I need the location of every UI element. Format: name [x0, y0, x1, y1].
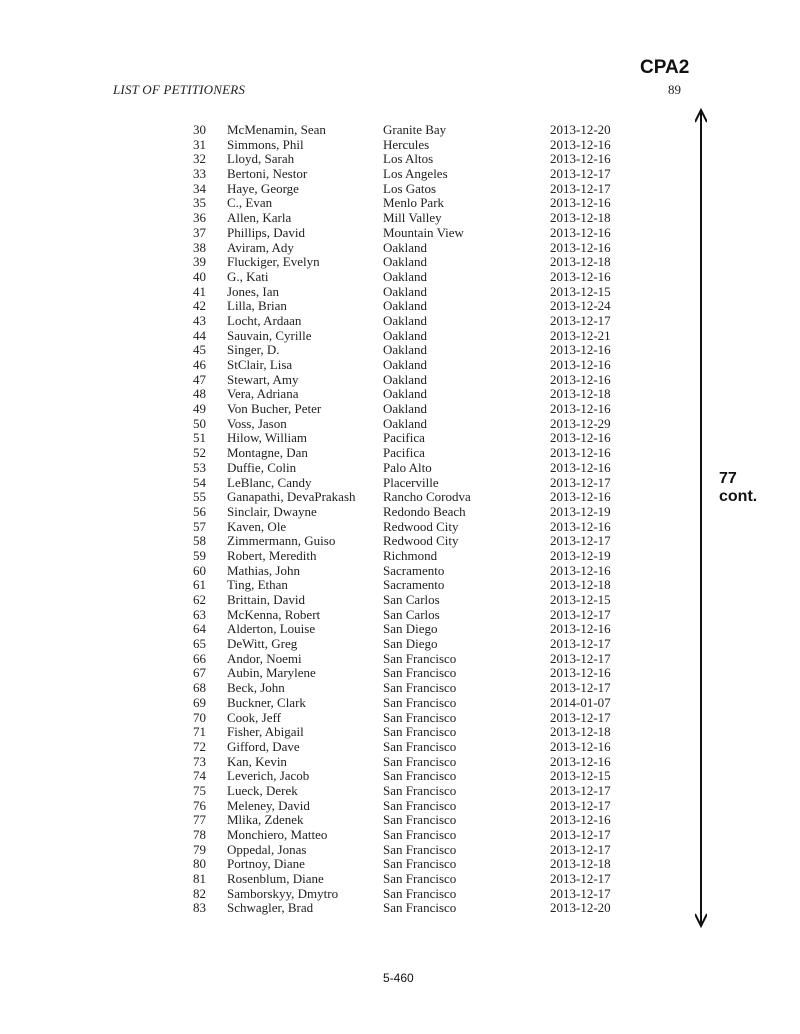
comment-number: 77: [719, 470, 737, 487]
petition-date: 2013-12-21: [550, 327, 611, 343]
petitioner-city: Pacifica: [383, 445, 425, 461]
petitioner-city: Oakland: [383, 268, 428, 284]
petitioner-city: San Francisco: [383, 768, 457, 784]
row-number: 45: [193, 342, 206, 358]
petitioner-city: Sacramento: [383, 562, 445, 578]
petitioner-city: San Francisco: [383, 871, 457, 887]
row-number: 53: [193, 459, 206, 475]
row-number: 63: [193, 606, 206, 622]
row-number: 62: [193, 592, 206, 607]
petition-date: 2013-12-19: [550, 503, 611, 519]
petitioner-name: Von Bucher, Peter: [227, 401, 322, 417]
row-number: 38: [193, 239, 206, 255]
row-number: 43: [193, 312, 206, 328]
petition-date: 2013-12-18: [550, 724, 611, 740]
petition-date: 2013-12-16: [550, 459, 611, 475]
row-number: 40: [193, 268, 206, 284]
row-number: 51: [193, 430, 206, 446]
petitioner-city: San Francisco: [383, 812, 457, 828]
row-number: 74: [193, 768, 206, 784]
petition-date: 2013-12-17: [550, 827, 611, 842]
petitioner-city: Rancho Corodva: [383, 489, 471, 505]
petition-date: 2013-12-16: [550, 268, 611, 284]
petitioner-city: Oakland: [383, 254, 428, 270]
petition-date: 2013-12-16: [550, 224, 611, 240]
petitioner-name: Robert, Meredith: [227, 547, 317, 563]
petitioner-name: Fluckiger, Evelyn: [227, 254, 320, 270]
petitioner-name: Andor, Noemi: [227, 650, 302, 666]
row-number: 58: [193, 533, 206, 549]
petition-date: 2013-12-17: [550, 650, 611, 666]
petition-date: 2013-12-16: [550, 753, 611, 769]
petitioner-name: Sauvain, Cyrille: [227, 327, 312, 343]
petitioner-city: Palo Alto: [383, 459, 432, 475]
row-number: 55: [193, 489, 206, 505]
petitioner-city: San Francisco: [383, 665, 457, 681]
row-number: 41: [193, 283, 206, 299]
petition-date: 2013-12-18: [550, 210, 611, 226]
petition-date: 2013-12-15: [550, 283, 611, 299]
petition-date: 2014-01-07: [550, 694, 611, 710]
row-number: 81: [193, 871, 206, 887]
petitioner-city: Oakland: [383, 371, 428, 387]
petitioner-name: McKenna, Robert: [227, 606, 321, 622]
petition-date: 2013-12-16: [550, 136, 611, 152]
row-number: 68: [193, 680, 206, 696]
running-head: LIST OF PETITIONERS: [113, 82, 246, 97]
petitioner-name: Schwagler, Brad: [227, 900, 314, 916]
page-number: 89: [668, 82, 681, 97]
petition-date: 2013-12-15: [550, 592, 611, 607]
petitioner-city: Oakland: [383, 327, 428, 343]
petition-date: 2013-12-16: [550, 738, 611, 754]
petition-date: 2013-12-16: [550, 195, 611, 211]
petitioner-city: Menlo Park: [383, 195, 445, 211]
bracket-arrow-icon: [695, 108, 707, 928]
row-number: 61: [193, 577, 206, 593]
petitioner-city: Los Angeles: [383, 166, 448, 182]
petitioner-city: Oakland: [383, 239, 428, 255]
petitioner-name: Brittain, David: [227, 592, 305, 607]
row-number: 42: [193, 298, 206, 314]
row-number: 47: [193, 371, 206, 387]
row-number: 67: [193, 665, 206, 681]
petitioner-name: Montagne, Dan: [227, 445, 308, 461]
petitioner-name: Rosenblum, Diane: [227, 871, 324, 887]
petitioner-city: Mountain View: [383, 224, 464, 240]
petitioner-name: Zimmermann, Guiso: [227, 533, 336, 549]
row-number: 46: [193, 357, 206, 372]
petition-date: 2013-12-18: [550, 577, 611, 593]
row-number: 31: [193, 136, 206, 152]
petitioner-name: Jones, Ian: [227, 283, 279, 299]
row-number: 73: [193, 753, 206, 769]
petition-date: 2013-12-16: [550, 430, 611, 446]
petitioner-name: Lilla, Brian: [227, 298, 287, 314]
comment-cont-label: cont.: [719, 488, 758, 505]
petitioner-name: Buckner, Clark: [227, 694, 306, 710]
petitioner-name: Kan, Kevin: [227, 753, 287, 769]
petition-date: 2013-12-17: [550, 871, 611, 887]
petition-date: 2013-12-17: [550, 709, 611, 725]
row-number: 56: [193, 503, 206, 519]
petitioner-city: San Francisco: [383, 650, 457, 666]
petitioner-name: Fisher, Abigail: [227, 724, 304, 740]
petitioner-city: San Francisco: [383, 680, 457, 696]
row-number: 50: [193, 415, 206, 431]
petitioner-city: San Francisco: [383, 885, 457, 901]
petition-date: 2013-12-17: [550, 782, 611, 798]
petitioner-name: Mlika, Zdenek: [227, 812, 304, 828]
row-number: 65: [193, 636, 206, 652]
petitioner-city: San Francisco: [383, 841, 457, 857]
petitioner-city: Pacifica: [383, 430, 425, 446]
petition-date: 2013-12-18: [550, 856, 611, 872]
petition-date: 2013-12-17: [550, 312, 611, 328]
row-number: 35: [193, 195, 206, 211]
petition-date: 2013-12-16: [550, 518, 611, 534]
petitioner-name: Ganapathi, DevaPrakash: [227, 489, 356, 505]
row-number: 71: [193, 724, 206, 740]
petition-date: 2013-12-20: [550, 900, 611, 916]
petition-date: 2013-12-17: [550, 797, 611, 813]
row-number: 54: [193, 474, 206, 490]
petitioner-city: Granite Bay: [383, 122, 447, 137]
petitioner-city: San Francisco: [383, 782, 457, 798]
petition-date: 2013-12-16: [550, 401, 611, 417]
petition-date: 2013-12-16: [550, 357, 611, 372]
footer-page-number: 5-460: [383, 971, 414, 985]
petitioner-name: Duffie, Colin: [227, 459, 297, 475]
petition-date: 2013-12-15: [550, 768, 611, 784]
petitioner-name: Mathias, John: [227, 562, 300, 578]
petitioner-name: DeWitt, Greg: [227, 636, 298, 652]
petition-date: 2013-12-17: [550, 636, 611, 652]
petitioner-city: Oakland: [383, 357, 428, 372]
petitioner-city: San Francisco: [383, 694, 457, 710]
petitioner-city: Oakland: [383, 342, 428, 358]
petition-date: 2013-12-24: [550, 298, 611, 314]
petitioner-name: StClair, Lisa: [227, 357, 293, 372]
petitioner-name: Lloyd, Sarah: [227, 151, 295, 167]
petitioner-city: Oakland: [383, 312, 428, 328]
row-number: 60: [193, 562, 206, 578]
petitioner-name: Leverich, Jacob: [227, 768, 310, 784]
petitioner-name: Aviram, Ady: [227, 239, 294, 255]
petitioner-city: San Diego: [383, 621, 438, 637]
petition-date: 2013-12-16: [550, 371, 611, 387]
row-number: 49: [193, 401, 206, 417]
petitioner-name: Bertoni, Nestor: [227, 166, 308, 182]
petitioner-city: San Francisco: [383, 900, 457, 916]
petition-date: 2013-12-18: [550, 386, 611, 402]
petition-date: 2013-12-16: [550, 665, 611, 681]
row-number: 80: [193, 856, 206, 872]
petitioner-name: C., Evan: [227, 195, 273, 211]
petitioner-name: Allen, Karla: [227, 210, 292, 226]
row-number: 57: [193, 518, 206, 534]
petitioner-name: Ting, Ethan: [227, 577, 288, 593]
petitioner-name: Stewart, Amy: [227, 371, 299, 387]
row-number: 59: [193, 547, 206, 563]
petition-date: 2013-12-16: [550, 812, 611, 828]
petitioner-city: Placerville: [383, 474, 439, 490]
petition-date: 2013-12-17: [550, 180, 611, 196]
petitioner-name: Hilow, William: [227, 430, 307, 446]
petitioner-city: Oakland: [383, 298, 428, 314]
petitioner-name: LeBlanc, Candy: [227, 474, 312, 490]
document-stamp: CPA2: [640, 57, 690, 78]
row-number: 34: [193, 180, 206, 196]
petition-date: 2013-12-29: [550, 415, 611, 431]
petitioner-name: Alderton, Louise: [227, 621, 316, 637]
petitioner-name: Meleney, David: [227, 797, 310, 813]
petition-date: 2013-12-20: [550, 122, 611, 137]
row-number: 36: [193, 210, 206, 226]
petitioner-city: San Diego: [383, 636, 438, 652]
petitioner-city: Oakland: [383, 386, 428, 402]
petitioner-city: Mill Valley: [383, 210, 442, 226]
row-number: 39: [193, 254, 206, 270]
petitioner-city: Oakland: [383, 401, 428, 417]
petitioner-name: Voss, Jason: [227, 415, 287, 431]
row-number: 75: [193, 782, 206, 798]
row-number: 33: [193, 166, 206, 182]
petition-date: 2013-12-17: [550, 533, 611, 549]
row-number: 78: [193, 827, 206, 842]
row-number: 83: [193, 900, 206, 916]
petitioner-name: Cook, Jeff: [227, 709, 281, 725]
row-number: 72: [193, 738, 206, 754]
row-number: 77: [193, 812, 206, 828]
row-number: 79: [193, 841, 206, 857]
row-number: 32: [193, 151, 206, 167]
petitioner-city: San Francisco: [383, 709, 457, 725]
petitioner-name: Kaven, Ole: [227, 518, 287, 534]
petition-date: 2013-12-16: [550, 239, 611, 255]
petitioner-name: Sinclair, Dwayne: [227, 503, 317, 519]
row-number: 48: [193, 386, 206, 402]
row-number: 52: [193, 445, 206, 461]
petitioner-name: Simmons, Phil: [227, 136, 304, 152]
row-number: 64: [193, 621, 206, 637]
petitioner-city: San Francisco: [383, 797, 457, 813]
petitioner-name: McMenamin, Sean: [227, 122, 326, 137]
petition-date: 2013-12-16: [550, 151, 611, 167]
petition-date: 2013-12-16: [550, 445, 611, 461]
petitioner-name: Haye, George: [227, 180, 299, 196]
row-number: 69: [193, 694, 206, 710]
petitioner-name: Samborskyy, Dmytro: [227, 885, 339, 901]
petitioner-city: Sacramento: [383, 577, 445, 593]
petition-date: 2013-12-16: [550, 562, 611, 578]
petition-date: 2013-12-17: [550, 680, 611, 696]
petition-date: 2013-12-17: [550, 474, 611, 490]
petitioner-city: Hercules: [383, 136, 430, 152]
petition-date: 2013-12-17: [550, 166, 611, 182]
petition-date: 2013-12-16: [550, 489, 611, 505]
row-number: 70: [193, 709, 206, 725]
petitioner-city: Richmond: [383, 547, 438, 563]
petitioner-city: San Francisco: [383, 827, 457, 842]
petitioner-name: Beck, John: [227, 680, 285, 696]
petitioner-name: Monchiero, Matteo: [227, 827, 328, 842]
petition-date: 2013-12-17: [550, 606, 611, 622]
petitioner-city: Oakland: [383, 283, 428, 299]
petitioner-name: Singer, D.: [227, 342, 280, 358]
petitioner-city: Redwood City: [383, 518, 459, 534]
row-number: 82: [193, 885, 206, 901]
petition-date: 2013-12-16: [550, 621, 611, 637]
petitioner-city: Los Gatos: [383, 180, 437, 196]
petition-date: 2013-12-17: [550, 841, 611, 857]
petitioner-name: Locht, Ardaan: [227, 312, 302, 328]
petition-date: 2013-12-16: [550, 342, 611, 358]
petitioner-name: G., Kati: [227, 268, 269, 284]
petitioner-city: Oakland: [383, 415, 428, 431]
petition-date: 2013-12-17: [550, 885, 611, 901]
petitioner-name: Aubin, Marylene: [227, 665, 316, 681]
row-number: 44: [193, 327, 206, 343]
petitioner-name: Gifford, Dave: [227, 738, 300, 754]
petitioner-name: Lueck, Derek: [227, 782, 298, 798]
petitioner-name: Portnoy, Diane: [227, 856, 305, 872]
petitioner-city: San Carlos: [383, 606, 440, 622]
petitioner-city: San Francisco: [383, 753, 457, 769]
petitioner-city: San Francisco: [383, 724, 457, 740]
comment-annotation: [719, 470, 757, 506]
petitioner-city: Redwood City: [383, 533, 459, 549]
petition-date: 2013-12-19: [550, 547, 611, 563]
petitioner-city: San Francisco: [383, 856, 457, 872]
row-number: 37: [193, 224, 206, 240]
petitioner-name: Oppedal, Jonas: [227, 841, 307, 857]
petitioner-name: Vera, Adriana: [227, 386, 299, 402]
petitioner-city: San Francisco: [383, 738, 457, 754]
petition-date: 2013-12-18: [550, 254, 611, 270]
petitioner-name: Phillips, David: [227, 224, 306, 240]
petitioner-city: San Carlos: [383, 592, 440, 607]
row-number: 76: [193, 797, 206, 813]
petitioner-city: Redondo Beach: [383, 503, 466, 519]
row-number: 30: [193, 122, 206, 137]
row-number: 66: [193, 650, 206, 666]
petitioner-city: Los Altos: [383, 151, 434, 167]
